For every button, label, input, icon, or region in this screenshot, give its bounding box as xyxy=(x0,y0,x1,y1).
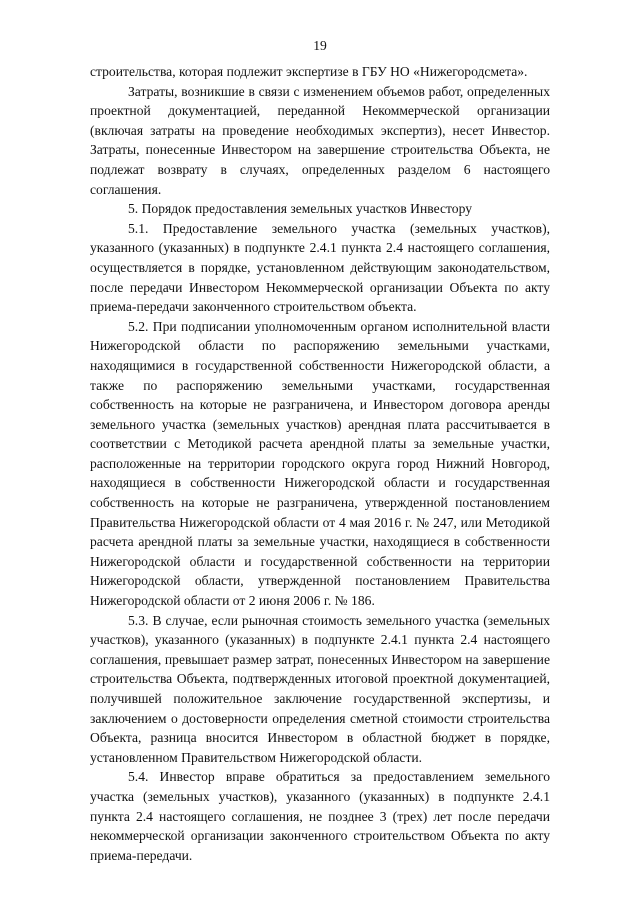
section-heading: 5. Порядок предоставления земельных участков Инвестору xyxy=(128,201,472,217)
clause-5-3: 5.3. В случае, если рыночная стоимость земельного участка (земельных участков), указанного (указанных) в подпункте 2.4.1 пункта 2.4 настоящего соглашения, превышает размер затрат, понесенных Инвестором на завершение строительства Объекта, подтвержденных итоговой проектной документацией, получившей положительное заключение государственной экспертизы, и заключением о достоверности определения сметной стоимости строительства Объекта, разница вносится Инвестором в областной бюджет в порядке, установленном Правительством Нижегородской области. xyxy=(90,612,550,765)
costs-paragraph: Затраты, возникшие в связи с изменением объемов работ, определенных проектной документацией, переданной Некоммерческой организации (включая затраты на проведение необходимых экспертиз), несет Инвестор. Затраты, понесенные Инвестором на завершение строительства Объекта, не подлежат возврату в случаях, определенных разделом 6 настоящего соглашения. xyxy=(90,83,550,197)
clause-5-2: 5.2. При подписании уполномоченным органом исполнительной власти Нижегородской области по распоряжению земельными участками, находящимися в государственной собственности Нижегородской области, а также по распоряжению земельными участками, государственная собственность на которые не разграничена, и Инвестором договора аренды земельного участка (земельных участков) арендная плата рассчитывается в соответствии с Методикой расчета арендной платы за земельные участки, расположенные на территории городского округа город Нижний Новгород, находящиеся в собственности Нижегородской области и государственная собственность на которые не разграничена, утвержденной постановлением Правительства Нижегородской области от 4 мая 2016 г. № 247, или Методикой расчета арендной платы за земельные участки, находящиеся в собственности Нижегородской области и государственной собственности на территории Нижегородской области, утвержденной постановлением Правительства Нижегородской области от 2 июня 2006 г. № 186. xyxy=(90,318,550,609)
clause-5-1: 5.1. Предоставление земельного участка (земельных участков), указанного (указанных) в подпункте 2.4.1 пункта 2.4 настоящего соглашения, осуществляется в порядке, установленном действующим законодательством, после передачи Инвестором Некоммерческой организации Объекта по акту приема-передачи законченного строительством объекта. xyxy=(90,220,550,315)
document-body xyxy=(90,62,550,865)
page-number: 19 xyxy=(313,38,327,53)
clause-5-4: 5.4. Инвестор вправе обратиться за предоставлением земельного участка (земельных участков), указанного (указанных) в подпункте 2.4.1 пункта 2.4 настоящего соглашения, не позднее 3 (трех) лет после передачи некоммерческой организации законченного строительством Объекта по акту приема-передачи. xyxy=(90,769,550,863)
continuation-paragraph: строительства, которая подлежит экспертизе в ГБУ НО «Нижегородсмета». xyxy=(90,64,528,79)
